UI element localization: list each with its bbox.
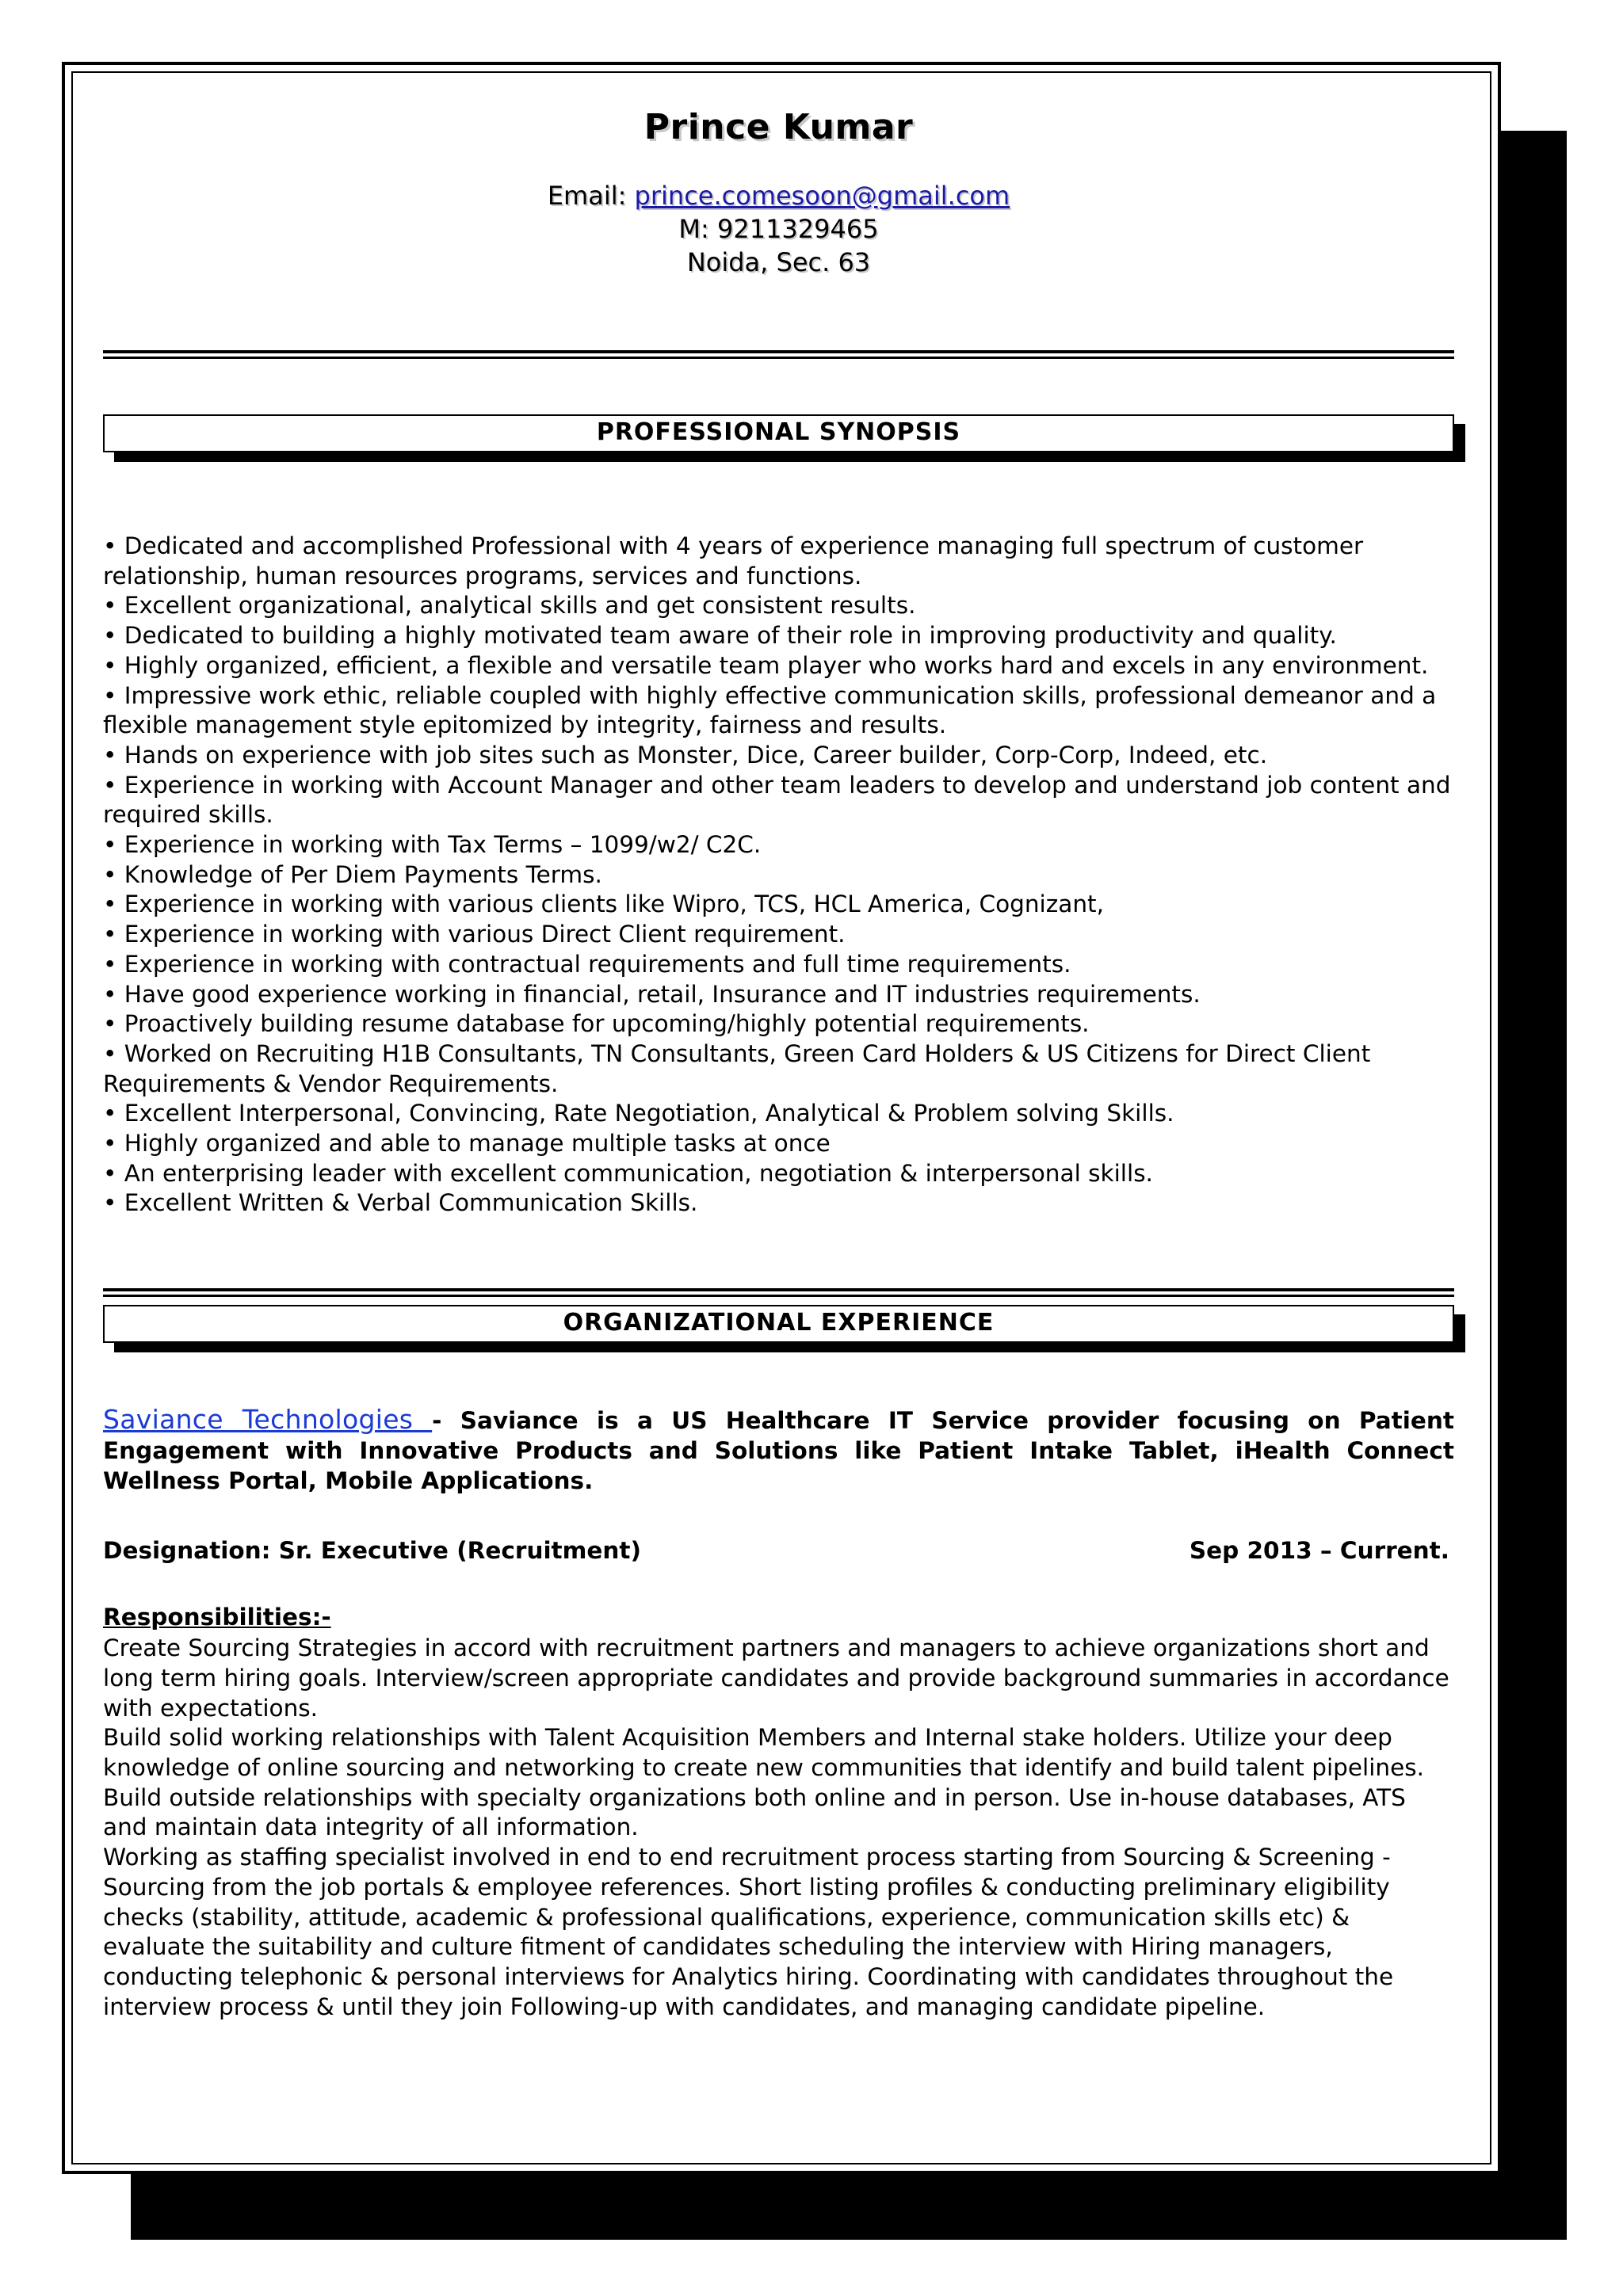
section-title-experience: ORGANIZATIONAL EXPERIENCE (103, 1305, 1454, 1343)
list-item: • Impressive work ethic, reliable coupled with highly effective communication skills, professional demeanor and a flexible management style epitomized by integrity, fairness and results. (103, 681, 1437, 739)
designation: Designation: Sr. Executive (Recruitment) (103, 1537, 641, 1565)
resume-content (103, 99, 1454, 2022)
email-label: Email: (547, 181, 635, 211)
company-block (103, 1405, 1454, 1496)
list-item: • Experience in working with Tax Terms – 1099/w2/ C2C. (103, 831, 762, 859)
responsibility-paragraph: Create Sourcing Strategies in accord with recruitment partners and managers to achieve organizations short and long term hiring goals. Interview/screen appropriate candidates and provide background summaries in accordance with expectations. (103, 1634, 1449, 1722)
list-item: • An enterprising leader with excellent communication, negotiation & interpersonal skills. (103, 1159, 1153, 1187)
section-title-synopsis: PROFESSIONAL SYNOPSIS (103, 414, 1454, 452)
list-item: • Have good experience working in financial, retail, Insurance and IT industries requirements. (103, 980, 1201, 1008)
list-item: • Experience in working with contractual requirements and full time requirements. (103, 950, 1071, 978)
designation-row (103, 1537, 1454, 1564)
list-item: • Worked on Recruiting H1B Consultants, TN Consultants, Green Card Holders & US Citizens for Direct Client Requirements & Vendor Requirements. (103, 1039, 1371, 1097)
list-item: • Experience in working with Account Manager and other team leaders to develop and understand job content and required skills. (103, 771, 1451, 829)
contact-block (103, 179, 1454, 279)
list-item: • Dedicated and accomplished Professional with 4 years of experience managing full spectrum of customer relationship, human resources programs, services and functions. (103, 532, 1364, 589)
list-item: • Knowledge of Per Diem Payments Terms. (103, 860, 602, 888)
list-item: • Dedicated to building a highly motivated team aware of their role in improving productivity and quality. (103, 622, 1337, 650)
company-name-link[interactable]: Saviance Technologies (103, 1404, 433, 1436)
list-item: • Highly organized and able to manage multiple tasks at once (103, 1130, 831, 1158)
company-description: - Saviance is a US Healthcare IT Service provider focusing on Patient Engagement with Innovative Products and Solutions like Patient Intake Tablet, iHealth Connect Wellness Portal, Mobile Applications. (103, 1407, 1454, 1495)
location: Noida, Sec. 63 (686, 247, 871, 277)
candidate-name: Prince Kumar (643, 107, 914, 147)
section-header-synopsis (103, 414, 1454, 452)
list-item: • Experience in working with various clients like Wipro, TCS, HCL America, Cognizant, (103, 891, 1104, 918)
list-item: • Experience in working with various Direct Client requirement. (103, 921, 846, 948)
synopsis-list (103, 532, 1454, 1219)
list-item: • Excellent Written & Verbal Communication Skills. (103, 1189, 698, 1217)
responsibilities-list (103, 1634, 1454, 2022)
responsibility-paragraph: Build solid working relationships with Talent Acquisition Members and Internal stake holders. Utilize your deep knowledge of online sourcing and networking to create new communities that identify and build talent pipelines. Build outside relationships with specialty organizations both online and in person. Use in-house databases, ATS and maintain data integrity of all information. (103, 1724, 1425, 1841)
list-item: • Highly organized, efficient, a flexible and versatile team player who works hard and excels in any environment. (103, 651, 1429, 679)
list-item: • Proactively building resume database for upcoming/highly potential requirements. (103, 1010, 1090, 1038)
list-item: • Hands on experience with job sites such as Monster, Dice, Career builder, Corp-Corp, Indeed, etc. (103, 741, 1268, 769)
responsibility-paragraph: Working as staffing specialist involved in end to end recruitment process starting from Sourcing & Screening - Sourcing from the job portals & employee references. Short listing profiles & conducting preliminary eligibility checks (stability, attitude, academic & professional qualifications, experience, communication skills etc) & evaluate the suitability and culture fitment of candidates scheduling the interview with Hiring managers, conducting telephonic & personal interviews for Analytics hiring. Coordinating with candidates throughout the interview process & until they join Following-up with candidates, and managing candidate pipeline. (103, 1844, 1394, 2020)
divider-experience (103, 1288, 1454, 1297)
email-line (103, 179, 1454, 212)
email-link[interactable]: prince.comesoon@gmail.com (634, 181, 1010, 211)
phone-number: M: 9211329465 (678, 214, 879, 244)
responsibilities-heading: Responsibilities:- (103, 1604, 331, 1631)
section-header-experience (103, 1305, 1454, 1343)
list-item: • Excellent Interpersonal, Convincing, Rate Negotiation, Analytical & Problem solving Skills. (103, 1100, 1174, 1127)
list-item: • Excellent organizational, analytical skills and get consistent results. (103, 592, 916, 620)
employment-period: Sep 2013 – Current. (1189, 1537, 1449, 1565)
divider-top (103, 350, 1454, 359)
